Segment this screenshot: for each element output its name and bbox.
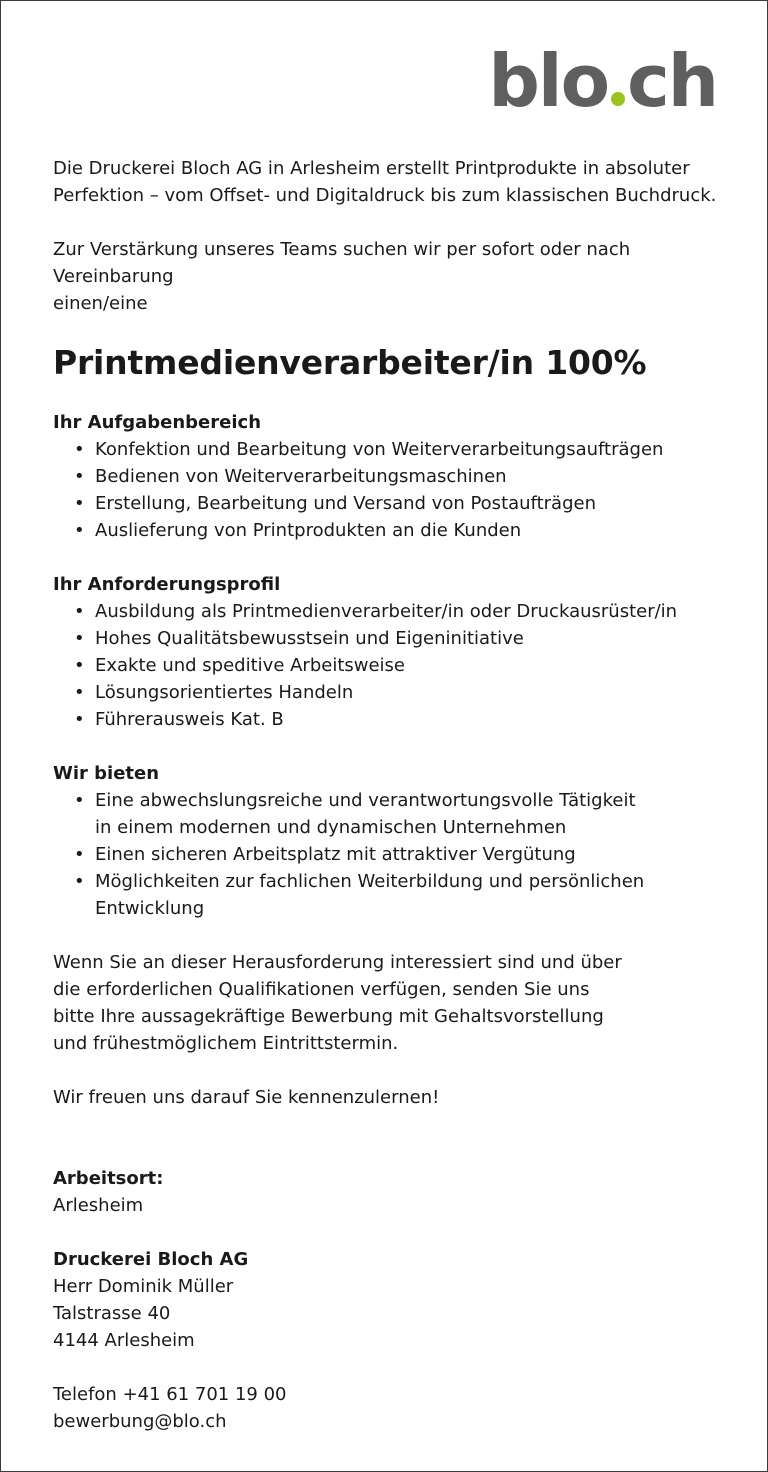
offer-list bbox=[53, 787, 733, 922]
list-item-text-continued: in einem modernen und dynamischen Unternehmen bbox=[95, 817, 567, 838]
contact-street: Talstrasse 40 bbox=[53, 1303, 171, 1324]
location-value: Arlesheim bbox=[53, 1195, 144, 1216]
apply-text-line: und frühestmöglichem Eintrittstermin. bbox=[53, 1033, 399, 1054]
section-heading-offer: Wir bieten bbox=[53, 763, 160, 784]
intro-line: Zur Verstärkung unseres Teams suchen wir per sofort oder nach Vereinbarung bbox=[53, 239, 631, 287]
intro-line: Die Druckerei Bloch AG in Arlesheim erstellt Printprodukte in absoluter bbox=[53, 158, 690, 179]
closing-text: Wir freuen uns darauf Sie kennenzulernen! bbox=[53, 1087, 440, 1108]
list-item: • Hohes Qualitätsbewusstsein und Eigeninitiative bbox=[95, 625, 733, 652]
list-item: • Erstellung, Bearbeitung und Versand von Postaufträgen bbox=[95, 490, 733, 517]
intro-line: Perfektion – vom Offset- und Digitaldruck bis zum klassischen Buchdruck. bbox=[53, 185, 717, 206]
list-item: • Ausbildung als Printmedienverarbeiter/in oder Druckausrüster/in bbox=[95, 598, 733, 625]
contact-person: Herr Dominik Müller bbox=[53, 1276, 234, 1297]
list-item-text: Eine abwechslungsreiche und verantwortungsvolle Tätigkeit bbox=[95, 790, 636, 811]
section-heading-tasks: Ihr Aufgabenbereich bbox=[53, 412, 262, 433]
logo-green-dot bbox=[611, 92, 625, 106]
company-logo bbox=[488, 41, 717, 121]
tasks-list bbox=[53, 436, 733, 544]
job-title: Printmedienverarbeiter/in 100% bbox=[53, 343, 647, 382]
list-item: • Möglichkeiten zur fachlichen Weiterbildung und persönlichen Entwicklung bbox=[95, 868, 733, 922]
list-item: • Einen sicheren Arbeitsplatz mit attraktiver Vergütung bbox=[95, 841, 733, 868]
list-item: • Lösungsorientiertes Handeln bbox=[95, 679, 733, 706]
company-name: Druckerei Bloch AG bbox=[53, 1249, 249, 1270]
contact-phone: Telefon +41 61 701 19 00 bbox=[53, 1384, 287, 1405]
list-item: • Bedienen von Weiterverarbeitungsmaschinen bbox=[95, 463, 733, 490]
location-label: Arbeitsort: bbox=[53, 1168, 164, 1189]
intro-line: einen/eine bbox=[53, 293, 148, 314]
requirements-list bbox=[53, 598, 733, 733]
ad-content bbox=[53, 155, 733, 1435]
list-item: • Konfektion und Bearbeitung von Weiterverarbeitungsaufträgen bbox=[95, 436, 733, 463]
list-item: • Führerausweis Kat. B bbox=[95, 706, 733, 733]
contact-city: 4144 Arlesheim bbox=[53, 1330, 195, 1351]
apply-text-line: bitte Ihre aussagekräftige Bewerbung mit Gehaltsvorstellung bbox=[53, 1006, 604, 1027]
logo-text-after-dot: ch bbox=[627, 39, 717, 123]
contact-email[interactable]: bewerbung@blo.ch bbox=[53, 1411, 227, 1432]
list-item: • Auslieferung von Printprodukten an die Kunden bbox=[95, 517, 733, 544]
logo-text-before-dot: blo bbox=[488, 39, 609, 123]
list-item bbox=[95, 787, 733, 841]
apply-text-line: die erforderlichen Qualifikationen verfügen, senden Sie uns bbox=[53, 979, 590, 1000]
apply-text-line: Wenn Sie an dieser Herausforderung interessiert sind und über bbox=[53, 952, 622, 973]
section-heading-requirements: Ihr Anforderungsprofil bbox=[53, 574, 281, 595]
list-item: • Exakte und speditive Arbeitsweise bbox=[95, 652, 733, 679]
